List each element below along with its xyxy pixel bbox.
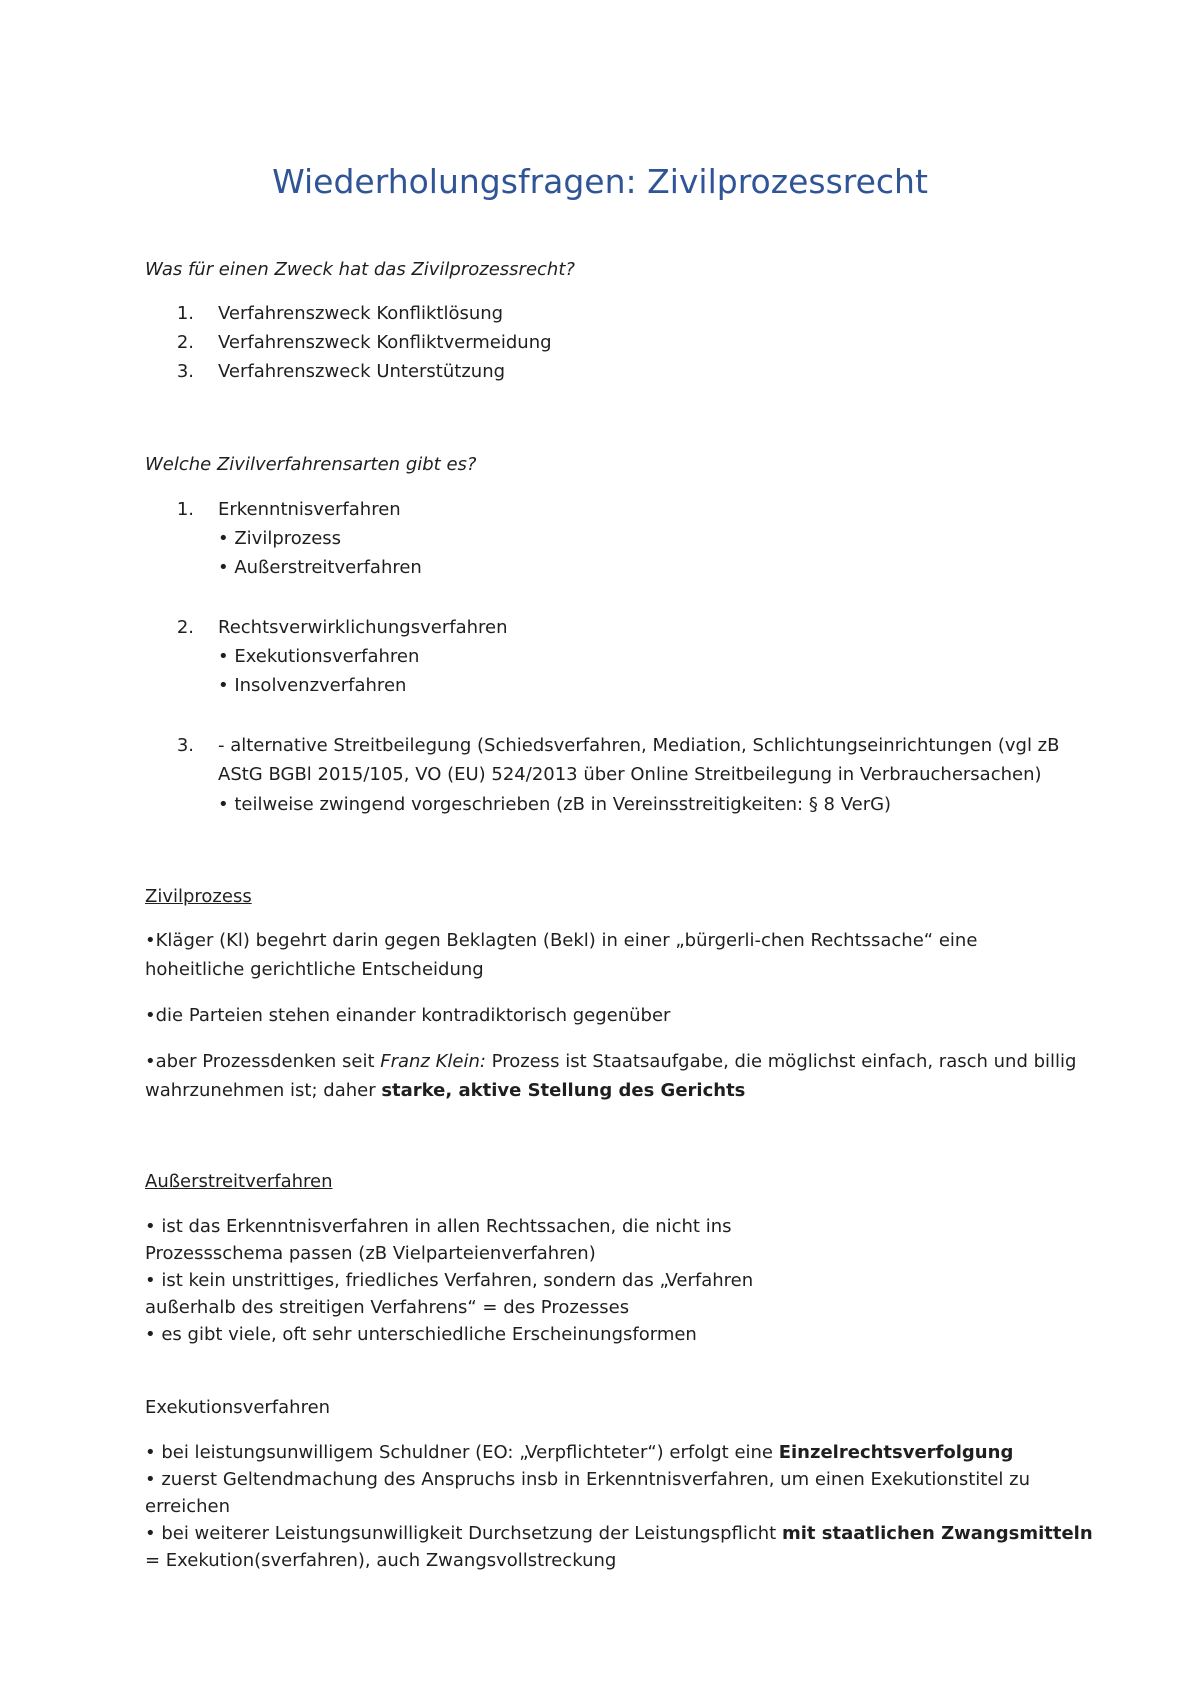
list-number: 1.: [176, 499, 194, 520]
section-heading-exekution: Exekutionsverfahren: [145, 1397, 331, 1418]
paragraph-line: • ist kein unstrittiges, friedliches Verfahren, sondern das „Verfahren: [145, 1270, 754, 1291]
list-number: 2.: [176, 332, 194, 353]
paragraph-line: [145, 1522, 1093, 1546]
paragraph-line: [145, 1050, 1076, 1074]
paragraph-line: [145, 1441, 1013, 1465]
paragraph-line: außerhalb des streitigen Verfahrens“ = des Prozesses: [145, 1297, 630, 1318]
paragraph-line: • es gibt viele, oft sehr unterschiedliche Erscheinungsformen: [145, 1324, 697, 1345]
text-run-italic: Franz Klein:: [380, 1051, 486, 1072]
paragraph-line: hoheitliche gerichtliche Entscheidung: [145, 959, 484, 980]
list-number: 3.: [176, 735, 194, 756]
list-number: 2.: [176, 617, 194, 638]
document-title: Wiederholungsfragen: Zivilprozessrecht: [272, 162, 928, 201]
paragraph-line: • ist das Erkenntnisverfahren in allen Rechtssachen, die nicht ins: [145, 1216, 732, 1237]
section-heading-zivilprozess: Zivilprozess: [145, 886, 252, 907]
paragraph-line: • zuerst Geltendmachung des Anspruchs insb in Erkenntnisverfahren, um einen Exekutionstitel zu: [145, 1469, 1030, 1490]
text-run: Prozess ist Staatsaufgabe, die möglichst einfach, rasch und billig: [485, 1051, 1077, 1072]
text-run-bold: starke, aktive Stellung des Gerichts: [381, 1080, 746, 1101]
list-text: Verfahrenszweck Konfliktlösung: [218, 303, 504, 324]
list-text: Erkenntnisverfahren: [218, 499, 401, 520]
sub-bullet: • teilweise zwingend vorgeschrieben (zB in Vereinsstreitigkeiten: § 8 VerG): [218, 794, 892, 815]
paragraph-line: Prozessschema passen (zB Vielparteienverfahren): [145, 1243, 596, 1264]
section-heading-ausserstreit: Außerstreitverfahren: [145, 1171, 333, 1192]
text-run: • bei weiterer Leistungsunwilligkeit Durchsetzung der Leistungspflicht: [145, 1523, 782, 1544]
list-text-continuation: AStG BGBl 2015/105, VO (EU) 524/2013 über Online Streitbeilegung in Verbrauchersachen): [218, 764, 1042, 785]
text-run-bold: mit staatlichen Zwangsmitteln: [781, 1523, 1093, 1544]
sub-bullet: • Außerstreitverfahren: [218, 557, 422, 578]
text-run: •aber Prozessdenken seit: [145, 1051, 381, 1072]
sub-bullet: • Zivilprozess: [218, 528, 342, 549]
paragraph-line: erreichen: [145, 1496, 231, 1517]
list-text: Verfahrenszweck Unterstützung: [218, 361, 506, 382]
question-procedure-types: Welche Zivilverfahrensarten gibt es?: [145, 454, 477, 475]
paragraph-line: = Exekution(sverfahren), auch Zwangsvollstreckung: [145, 1550, 617, 1571]
question-purpose: Was für einen Zweck hat das Zivilprozessrecht?: [145, 259, 575, 280]
text-run: wahrzunehmen ist; daher: [145, 1080, 382, 1101]
list-number: 3.: [176, 361, 194, 382]
paragraph-line: •die Parteien stehen einander kontradiktorisch gegenüber: [145, 1005, 671, 1026]
list-text: - alternative Streitbeilegung (Schiedsverfahren, Mediation, Schlichtungseinrichtungen (vgl zB: [218, 735, 1060, 756]
list-text: Rechtsverwirklichungsverfahren: [218, 617, 508, 638]
list-number: 1.: [176, 303, 194, 324]
text-run-bold: Einzelrechtsverfolgung: [778, 1442, 1014, 1463]
text-run: • bei leistungsunwilligem Schuldner (EO: „Verpflichteter“) erfolgt eine: [145, 1442, 779, 1463]
paragraph-line: •Kläger (Kl) begehrt darin gegen Beklagten (Bekl) in einer „bürgerli-chen Rechtssache“ eine: [145, 930, 978, 951]
sub-bullet: • Insolvenzverfahren: [218, 675, 407, 696]
sub-bullet: • Exekutionsverfahren: [218, 646, 420, 667]
list-text: Verfahrenszweck Konfliktvermeidung: [218, 332, 552, 353]
paragraph-line: [145, 1079, 745, 1103]
